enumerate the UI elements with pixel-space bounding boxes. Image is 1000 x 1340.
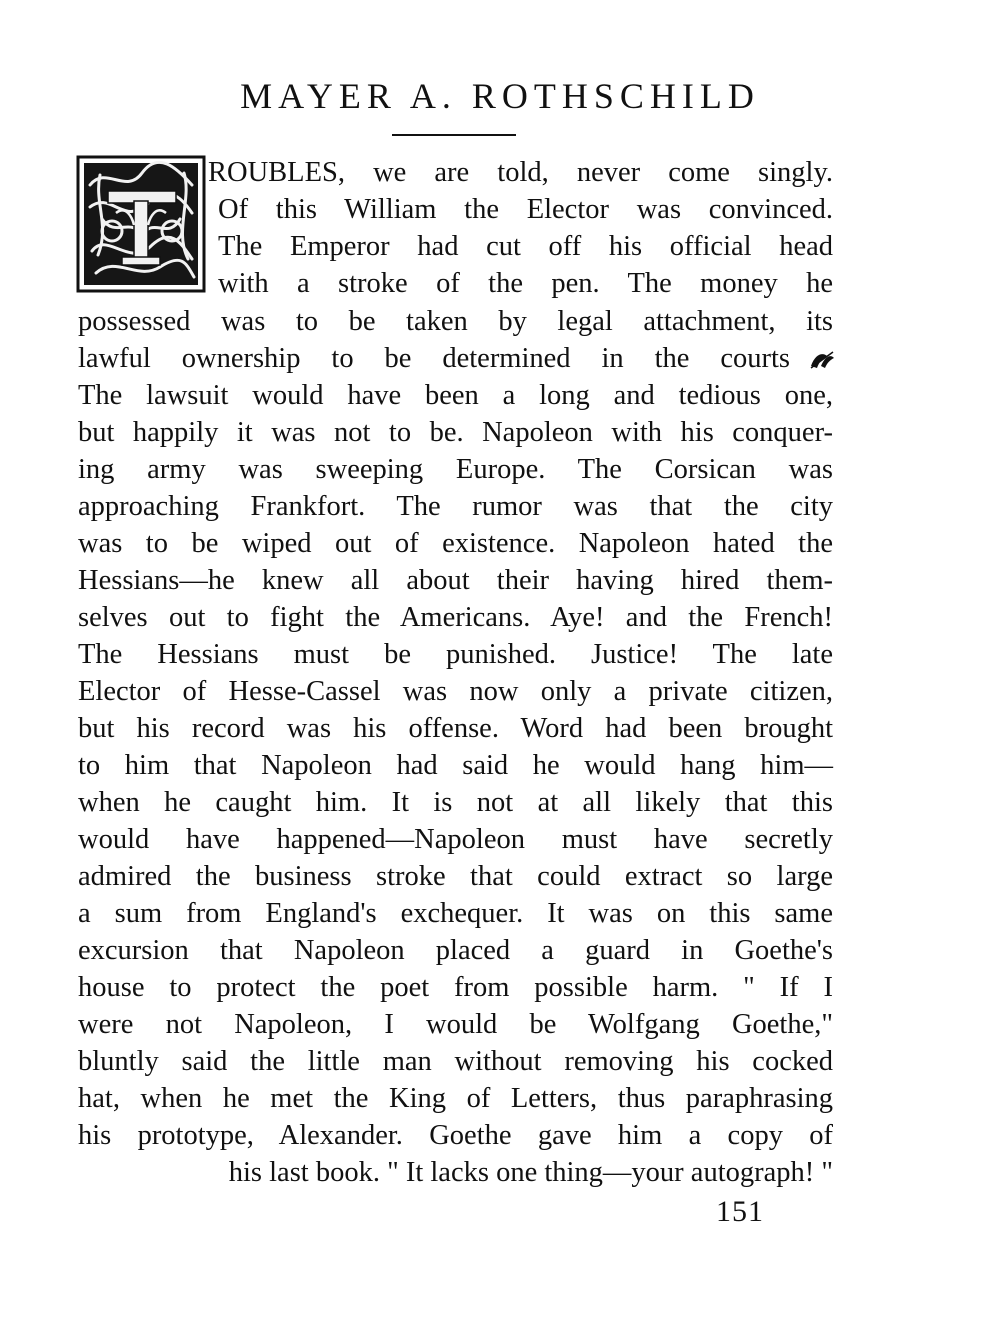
- text-line: his prototype, Alexander. Goethe gave him a copy of: [78, 1120, 833, 1151]
- text-line: with a stroke of the pen. The money he: [218, 268, 833, 299]
- leaf-ornament-icon: [809, 348, 835, 370]
- text-line: excursion that Napoleon placed a guard in Goethe's: [78, 935, 833, 966]
- text-line: would have happened—Napoleon must have secretly: [78, 824, 833, 855]
- text-line: was to be wiped out of existence. Napoleon hated the: [78, 528, 833, 559]
- text-line: approaching Frankfort. The rumor was that the city: [78, 491, 833, 522]
- text-line: The lawsuit would have been a long and tedious one,: [78, 380, 833, 411]
- text-line: but happily it was not to be. Napoleon with his conquer-: [78, 417, 833, 448]
- page-number: 151: [716, 1195, 764, 1228]
- running-head: MAYER A. ROTHSCHILD: [240, 76, 760, 116]
- header-rule: [392, 134, 516, 136]
- text-line: Elector of Hesse-Cassel was now only a private citizen,: [78, 676, 833, 707]
- text-line: his last book. " It lacks one thing—your autograph! ": [228, 1157, 833, 1188]
- text-line: The Emperor had cut off his official head: [218, 231, 833, 262]
- text-line: hat, when he met the King of Letters, thus paraphrasing: [78, 1083, 833, 1114]
- text-line: lawful ownership to be determined in the courts: [78, 343, 790, 374]
- text-line: when he caught him. It is not at all likely that this: [78, 787, 833, 818]
- text-line: admired the business stroke that could extract so large: [78, 861, 833, 892]
- text-line: ing army was sweeping Europe. The Corsican was: [78, 454, 833, 485]
- ornamental-initial-icon: [76, 155, 206, 293]
- text-line: were not Napoleon, I would be Wolfgang Goethe,": [78, 1009, 833, 1040]
- text-line: house to protect the poet from possible harm. " If I: [78, 972, 833, 1003]
- text-line: selves out to fight the Americans. Aye! and the French!: [78, 602, 833, 633]
- text-line: possessed was to be taken by legal attachment, its: [78, 306, 833, 337]
- text-line: to him that Napoleon had said he would hang him—: [78, 750, 833, 781]
- text-line: Of this William the Elector was convinced.: [218, 194, 833, 225]
- text-line: a sum from England's exchequer. It was on this same: [78, 898, 833, 929]
- text-line-with-ornament: [78, 340, 833, 377]
- text-line: The Hessians must be punished. Justice! The late: [78, 639, 833, 670]
- text-line: but his record was his offense. Word had been brought: [78, 713, 833, 744]
- text-line: ROUBLES, we are told, never come singly.: [208, 157, 833, 188]
- text-line: bluntly said the little man without removing his cocked: [78, 1046, 833, 1077]
- text-line: Hessians—he knew all about their having hired them-: [78, 565, 833, 596]
